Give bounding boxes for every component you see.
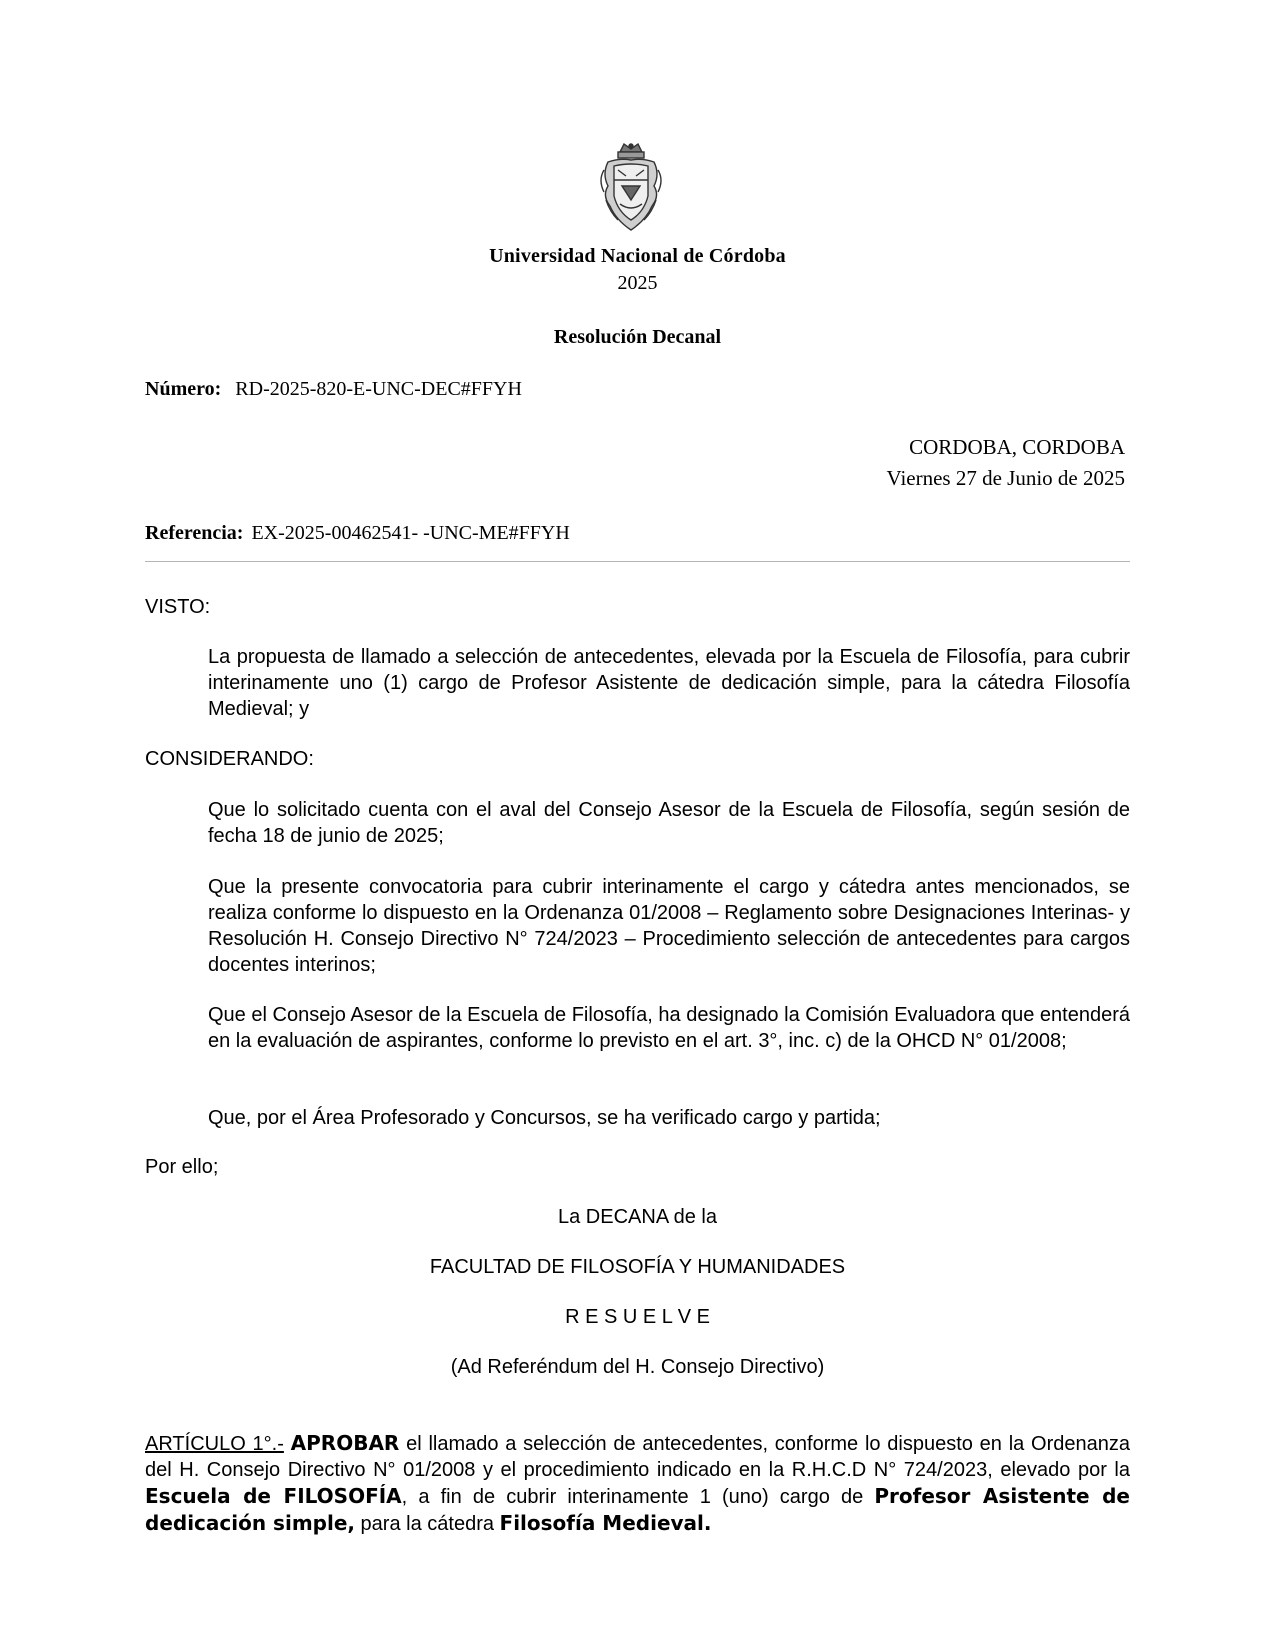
document-year: 2025: [617, 272, 658, 294]
numero-label: Número:: [145, 378, 222, 400]
articulo-text: el llamado a selección de antecedentes, conforme lo dispuesto en la Ordenanza del H. Consejo Directivo N° 01/2008 y el procedimiento indicado en la R.H.C.D N° 724/2023, elevado por la: [145, 1433, 1131, 1481]
articulo-label: ARTÍCULO 1°.-: [145, 1433, 284, 1455]
por-ello: Por ello;: [145, 1156, 219, 1178]
resolution-number: [145, 378, 522, 401]
visto-heading: VISTO:: [145, 596, 211, 618]
university-name: Universidad Nacional de Córdoba: [489, 245, 786, 267]
resuelve-line: R E S U E L V E: [565, 1306, 710, 1328]
considerando-paragraph: Que, por el Área Profesorado y Concursos, se ha verificado cargo y partida;: [208, 1107, 881, 1129]
faculty-line: FACULTAD DE FILOSOFÍA Y HUMANIDADES: [429, 1256, 846, 1278]
articulo-catedra: Filosofía Medieval.: [499, 1511, 712, 1535]
referencia-value: EX-2025-00462541- -UNC-ME#FFYH: [251, 522, 570, 544]
articulo-cargo: Profesor Asistente de dedicación simple,: [145, 1484, 1130, 1535]
header-divider: [145, 561, 1130, 562]
date: Viernes 27 de Junio de 2025: [886, 466, 1125, 490]
considerando-heading: CONSIDERANDO:: [145, 748, 314, 770]
document-type: Resolución Decanal: [553, 326, 722, 348]
articulo-text: para la cátedra: [355, 1513, 500, 1535]
decana-line: La DECANA de la: [558, 1206, 717, 1228]
articulo-1: [145, 1430, 1130, 1537]
articulo-text: , a fin de cubrir interinamente 1 (uno) cargo de: [401, 1486, 875, 1508]
articulo-verb: APROBAR: [290, 1431, 400, 1455]
university-crest-icon: [596, 140, 666, 236]
considerando-paragraph: Que el Consejo Asesor de la Escuela de Filosofía, ha designado la Comisión Evaluadora que entenderá en la evaluación de aspirantes, conforme lo previsto en el art. 3°, inc. c) de la OHCD N° 01/2008;: [208, 1004, 1130, 1052]
considerando-paragraph: Que lo solicitado cuenta con el aval del Consejo Asesor de la Escuela de Filosofía, según sesión de fecha 18 de junio de 2025;: [208, 799, 1130, 847]
ad-referendum-line: (Ad Referéndum del H. Consejo Directivo): [450, 1356, 825, 1378]
reference: [145, 522, 570, 545]
articulo-escuela: Escuela de FILOSOFÍA: [145, 1484, 402, 1508]
visto-paragraph: La propuesta de llamado a selección de antecedentes, elevada por la Escuela de Filosofía, para cubrir interinamente uno (1) cargo de Profesor Asistente de dedicación simple, para la cátedra Filosofía Medieval; y: [208, 646, 1130, 720]
considerando-paragraph: Que la presente convocatoria para cubrir interinamente el cargo y cátedra antes mencionados, se realiza conforme lo dispuesto en la Ordenanza 01/2008 – Reglamento sobre Designaciones Interinas- y Resolución H. Consejo Directivo N° 724/2023 – Procedimiento selección de antecedentes para cargos docentes interinos;: [208, 876, 1130, 976]
numero-value: RD-2025-820-E-UNC-DEC#FFYH: [235, 378, 522, 400]
place: CORDOBA, CORDOBA: [909, 435, 1125, 459]
referencia-label: Referencia:: [145, 522, 244, 544]
